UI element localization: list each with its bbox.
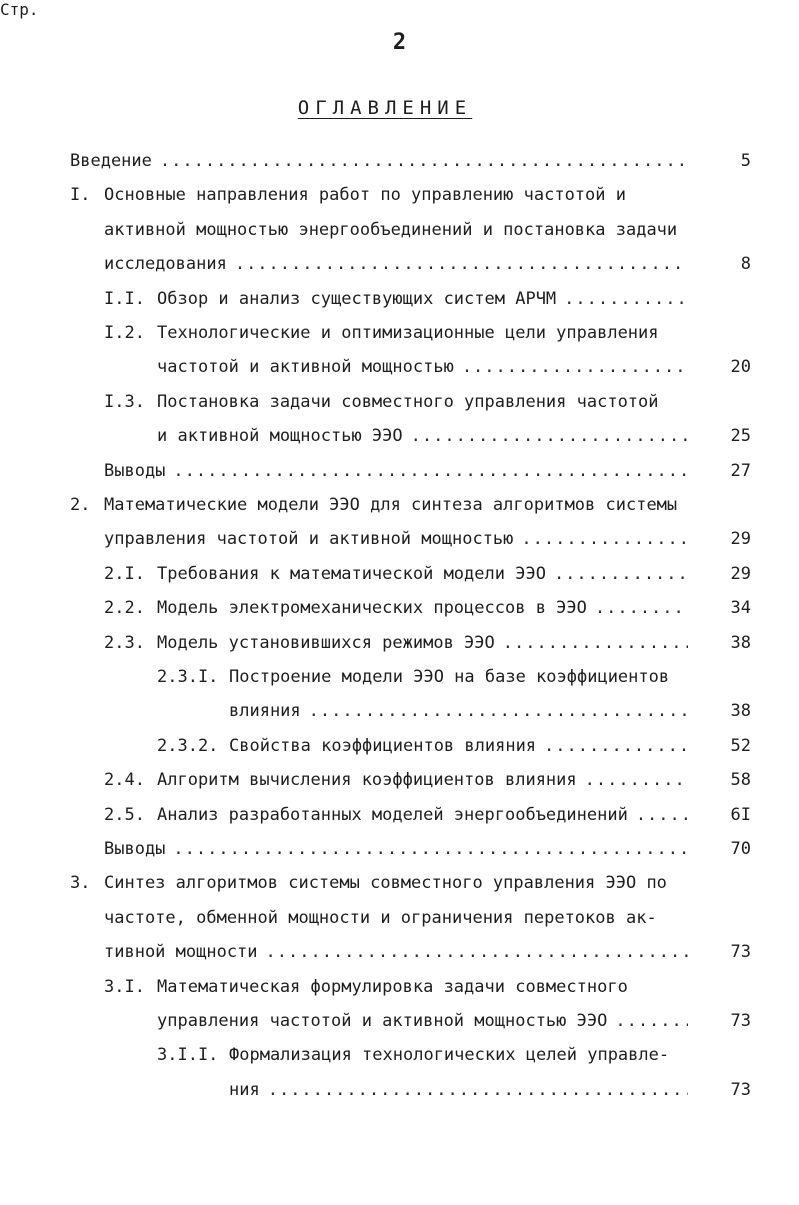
toc-entry-page: 73 (730, 1011, 751, 1031)
toc-entry-text: Введение ..... (70, 148, 688, 174)
toc-entry-page: 38 (730, 632, 751, 653)
toc-entry-number: 2.I. (104, 563, 145, 584)
dot-leader (173, 836, 688, 862)
toc-entry-number: 2.3.2. (157, 735, 219, 756)
dot-leader (160, 148, 688, 174)
toc-entry-number: 3.I.I. (157, 1045, 219, 1066)
toc-entry-page: 73 (730, 942, 751, 963)
toc-entry-text: Построение модели ЭЭО на базе коэффициентов (229, 667, 670, 687)
toc-entry-text: Требования к математической модели ЭЭО ..... (157, 561, 688, 587)
dot-leader (564, 286, 688, 312)
toc-entry-number: 3. (70, 873, 91, 894)
toc-entry-page: 73 (730, 1079, 751, 1100)
toc-entry-page: 27 (730, 460, 751, 481)
toc-entry-number: 2.4. (104, 770, 145, 791)
toc-entry-text: Анализ разработанных моделей энергообъединений ..... (157, 802, 688, 828)
dot-leader (411, 423, 688, 449)
dot-leader (462, 354, 688, 380)
toc-entry-page: 20 (730, 357, 751, 378)
dot-leader (235, 251, 688, 277)
toc-entry-page: 70 (730, 839, 751, 859)
toc-entry-number: I.2. (104, 323, 145, 343)
toc-entry-text: и активной мощностью ЭЭО ..... (157, 423, 688, 449)
toc-entry-number: 2.3. (104, 632, 145, 653)
toc-entry-page: 29 (730, 529, 751, 550)
page-number: 2 (392, 30, 407, 55)
toc-entry-text: частотой и активной мощностью ..... (157, 354, 688, 380)
dot-leader (521, 526, 688, 552)
toc-entry-text: Модель установившихся режимов ЭЭО ..... (157, 630, 688, 656)
dot-leader (268, 1077, 688, 1103)
toc-entry-page: 5 (740, 151, 751, 171)
toc-entry-number: I.3. (104, 391, 145, 412)
toc-entry-text: тивной мощности ..... (104, 939, 688, 965)
toc-entry-page: 6I (730, 804, 751, 825)
toc-entry-text: исследования ..... (104, 251, 688, 277)
toc-entry-number: 2.2. (104, 598, 145, 619)
toc-entry-text: Выводы ..... (104, 836, 688, 862)
toc-entry-page: 58 (730, 770, 751, 791)
toc-entry-text: управления частотой и активной мощностью ..... (104, 526, 688, 552)
toc-entry-number: 3.I. (104, 976, 145, 997)
dot-leader (309, 698, 688, 724)
toc-entry-text: Обзор и анализ существующих систем АРЧМ ..... (157, 286, 688, 312)
toc-entry-number: I.I. (104, 288, 145, 309)
dot-leader (554, 561, 688, 587)
dot-leader (266, 939, 688, 965)
toc-entry-page: 8 (740, 254, 751, 275)
toc-entry-text: Формализация технологических целей управле- (229, 1045, 670, 1066)
toc-entry-number: 2.5. (104, 804, 145, 825)
toc-entry-text: Математические модели ЭЭО для синтеза алгоритмов системы (104, 495, 678, 515)
dot-leader (173, 458, 688, 484)
toc-entry-text: ния ..... (229, 1077, 688, 1103)
toc-entry-number: I. (70, 185, 91, 206)
toc-entry-text: Постановка задачи совместного управления частотой (157, 391, 659, 412)
toc-entry-text: влияния ..... (229, 698, 688, 724)
toc-entry-text: Основные направления работ по управлению частотой и (104, 185, 626, 206)
toc-entry-text: управления частотой и активной мощностью ЭЭО ..... (157, 1008, 688, 1034)
toc-title: ОГЛАВЛЕНИЕ (297, 97, 473, 119)
toc-entry-text: Технологические и оптимизационные цели управления (157, 323, 659, 343)
toc-entry-page: 25 (730, 426, 751, 447)
toc-entry-number: 2. (70, 495, 91, 515)
toc-entry-text: Свойства коэффициентов влияния ..... (229, 733, 688, 759)
dot-leader (636, 802, 688, 828)
toc-entry-number: 2.3.I. (157, 667, 219, 687)
toc-entry-page: 38 (730, 701, 751, 722)
dot-leader (585, 767, 688, 793)
toc-entry-text: Алгоритм вычисления коэффициентов влияния ..... (157, 767, 688, 793)
page-column-header: Стр. (0, 0, 39, 19)
toc-entry-text: Выводы ..... (104, 458, 688, 484)
toc-entry-page: 34 (730, 598, 751, 619)
dot-leader (544, 733, 688, 759)
toc-entry-text: частоте, обменной мощности и ограничения перетоков ак- (104, 907, 657, 928)
toc-entry-text: Синтез алгоритмов системы совместного управления ЭЭО по (104, 873, 667, 894)
dot-leader (615, 1008, 688, 1034)
dot-leader (595, 595, 688, 621)
dot-leader (503, 630, 688, 656)
toc-entry-page: 52 (730, 735, 751, 756)
toc-entry-text: Математическая формулировка задачи совместного (157, 976, 628, 997)
toc-entry-text: Модель электромеханических процессов в ЭЭО ..... (157, 595, 688, 621)
toc-entry-page: 29 (730, 563, 751, 584)
toc-entry-text: активной мощностью энергообъединений и постановка задачи (104, 219, 678, 240)
